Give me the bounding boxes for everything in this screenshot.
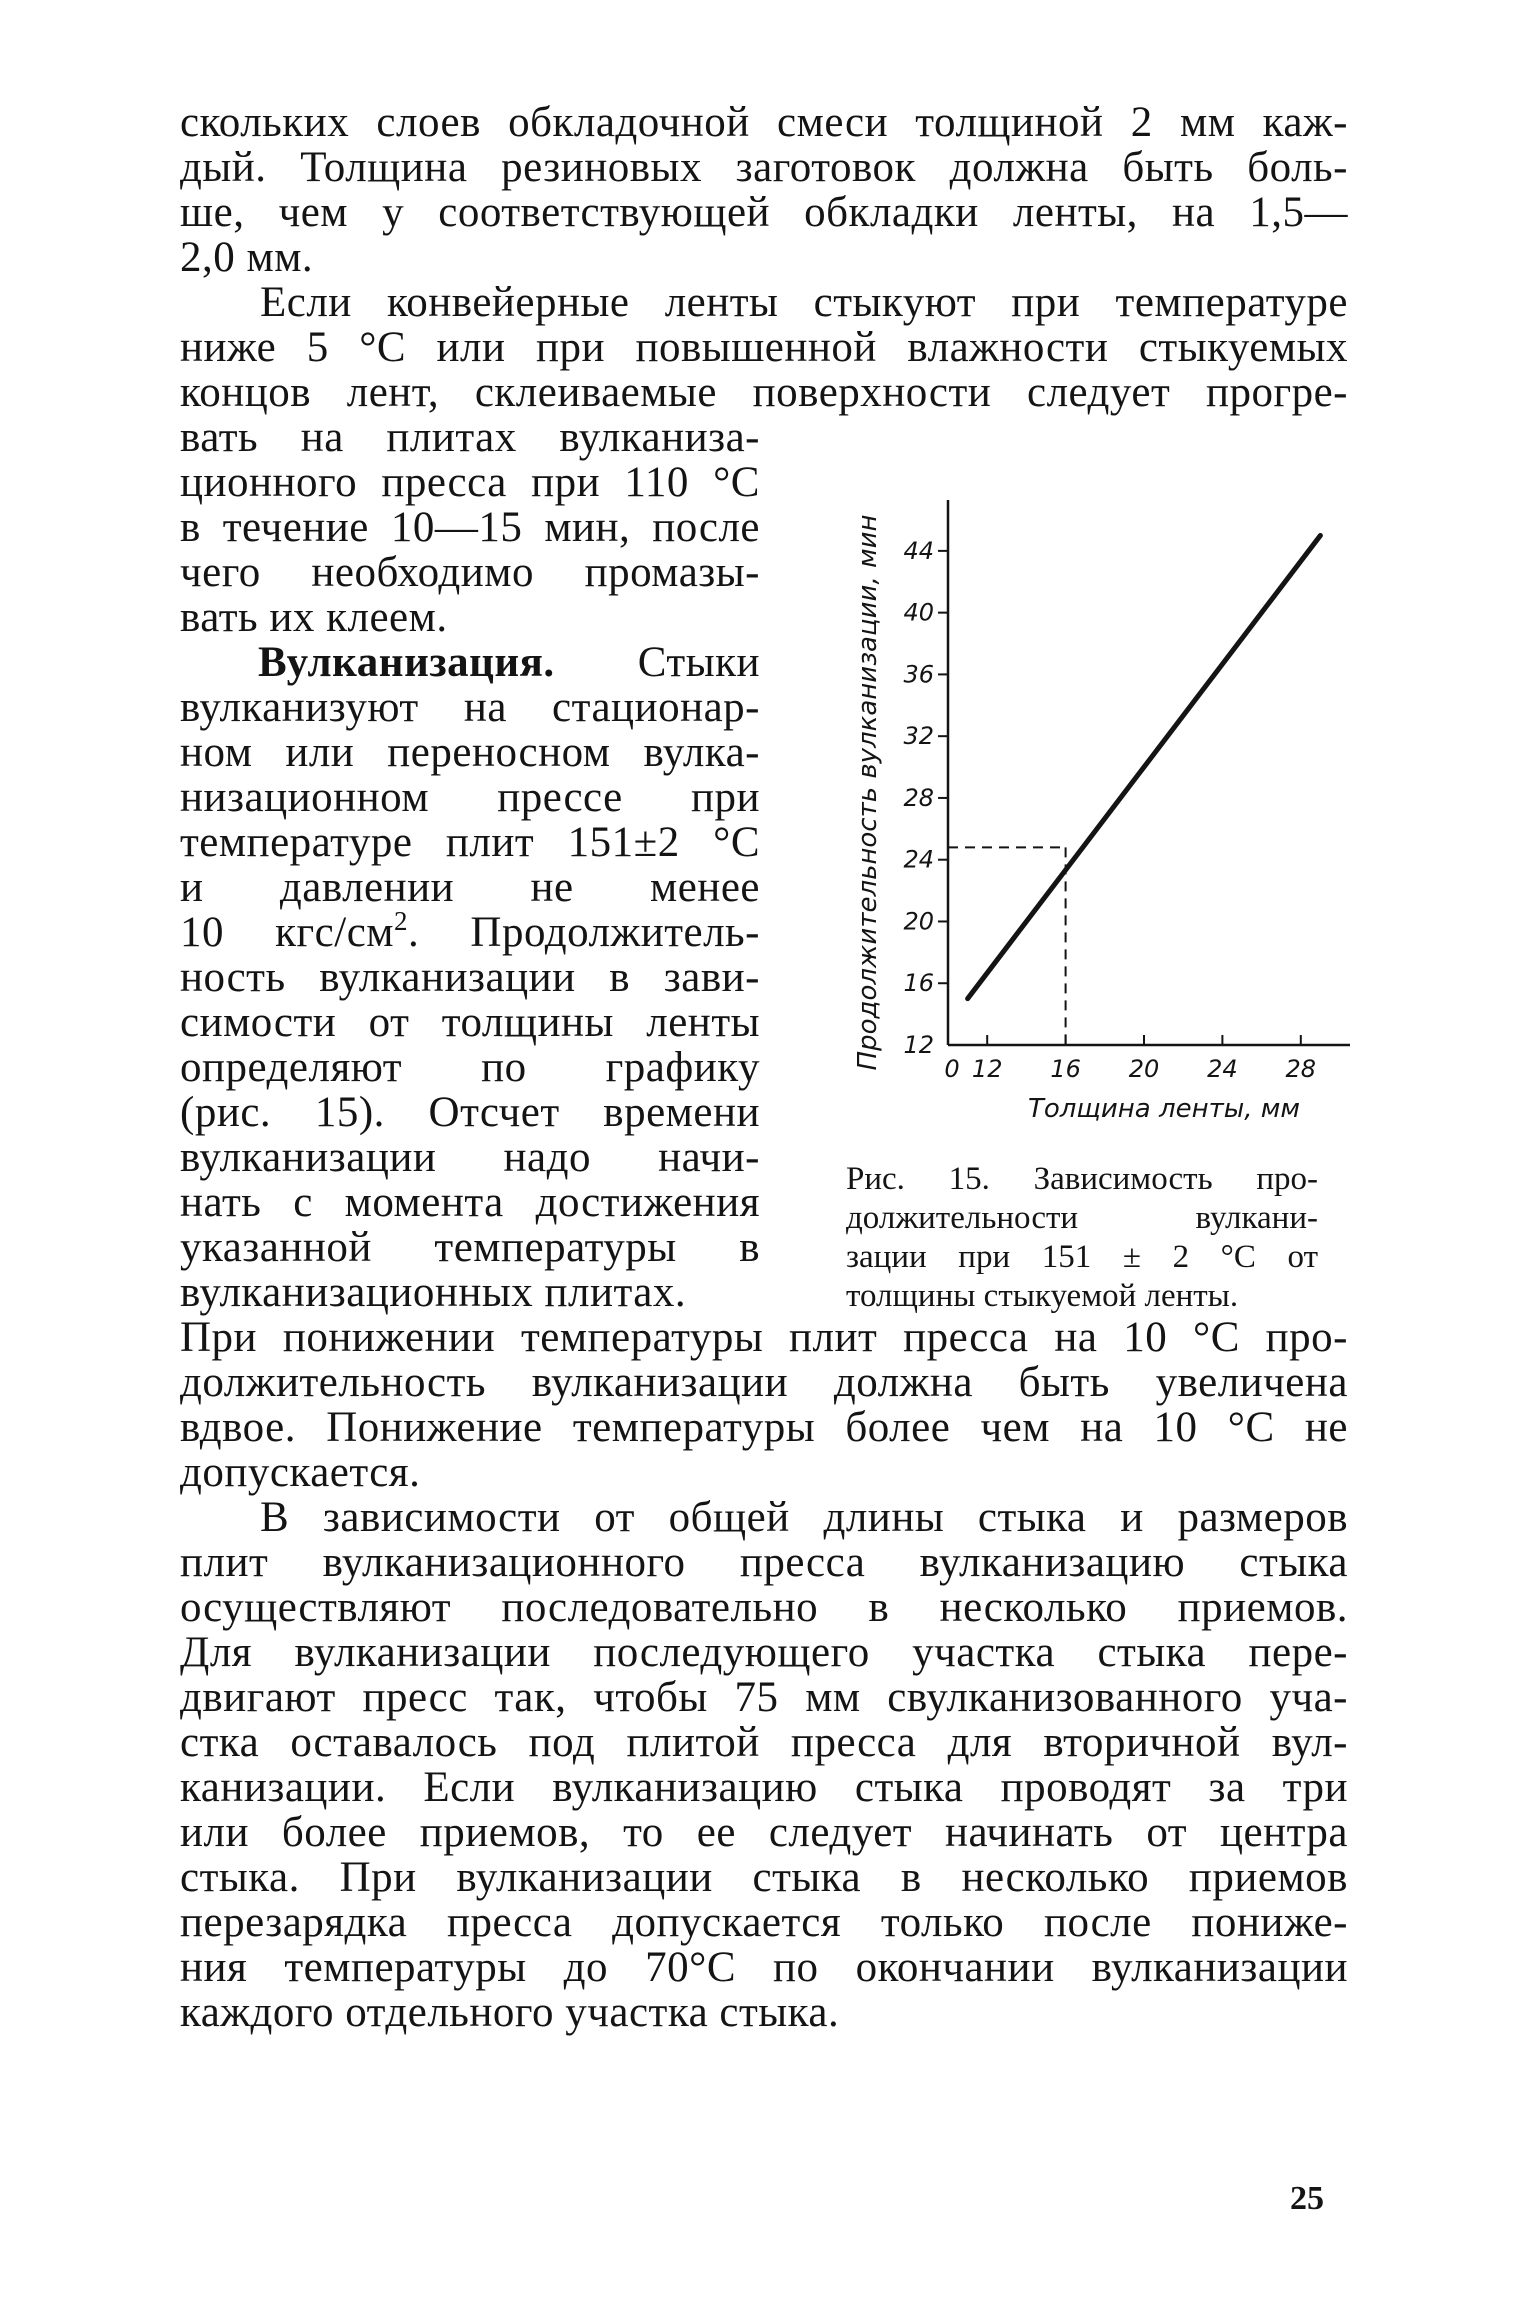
text-line: должительность вулканизации должна быть увеличена [180,1359,1348,1406]
y-tick-label: 32 [903,722,934,751]
text-line: температуре плит 151±2 °С [180,819,760,866]
text-line: вулканизации надо начи- [180,1134,760,1181]
text-line: вать их клеем. [180,594,448,641]
text-line: перезарядка пресса допускается только после пониже- [180,1899,1348,1946]
y-tick-label: 16 [903,969,934,998]
y-tick-label: 20 [903,907,934,936]
x-axis-title: Толщина ленты, мм [1027,1094,1301,1124]
text-line: низационном прессе при [180,774,760,821]
y-tick-label: 12 [903,1031,934,1059]
text-line: или более приемов, то ее следует начинать от центра [180,1809,1348,1856]
y-axis-title: Продолжительность вулканизации, мин [853,514,883,1071]
text-line: плит вулканизационного пресса вулканизацию стыка [180,1539,1348,1586]
text-line: (рис. 15). Отсчет времени [180,1089,760,1136]
page-number: 25 [1290,2180,1324,2217]
text-line: концов лент, склеиваемые поверхности следует прогре- [180,369,1348,416]
text-line: указанной температуры в [180,1224,760,1271]
text-line: вулканизуют на стационар- [180,684,760,731]
text-line: определяют по графику [180,1044,760,1091]
text-line: и давлении не менее [180,864,760,911]
x-tick-label: 12 [971,1055,1003,1083]
text-line: При понижении температуры плит пресса на 10 °С про- [180,1314,1348,1361]
text-line: Для вулканизации последующего участка стыка пере- [180,1629,1348,1676]
text-line: допускается. [180,1449,421,1496]
pressure-superscript: 2 [394,906,409,936]
text-line: чего необходимо промазы- [180,549,760,596]
text-line: вать на плитах вулканиза- [180,414,760,461]
pressure-value: 10 кгс/см [180,909,395,956]
section-heading: Вулканизация. [258,639,555,686]
figure-caption-line: должительности вулкани- [846,1200,1318,1236]
pressure-line [180,906,760,956]
text-line: в течение 10—15 мин, после [180,504,760,551]
pressure-tail: . Продолжитель- [408,909,760,956]
text-line: нать с момента достижения [180,1179,760,1226]
figure-caption-line: Рис. 15. Зависимость про- [846,1161,1318,1197]
section-heading-tail: Стыки [637,639,760,686]
figure-caption-line: толщины стыкуемой ленты. [846,1278,1239,1314]
y-tick-label: 24 [903,845,934,874]
text-line: канизации. Если вулканизацию стыка проводят за три [180,1764,1348,1811]
figure-caption-line: зации при 151 ± 2 °С от [846,1239,1318,1275]
text-line: Если конвейерные ленты стыкуют при температуре [260,279,1348,326]
x-tick-label: 20 [1128,1055,1160,1083]
text-line: вулканизационных плитах. [180,1269,687,1316]
y-tick-label: 36 [903,660,934,689]
y-tick-label: 40 [903,598,934,627]
text-line: стыка. При вулканизации стыка в несколько приемов [180,1854,1348,1901]
text-line: ниже 5 °С или при повышенной влажности стыкуемых [180,324,1348,371]
text-line: стка оставалось под плитой пресса для вторичной вул- [180,1719,1348,1766]
section-heading-line [258,640,760,686]
y-tick-label: 28 [903,783,934,812]
text-line: ше, чем у соответствующей обкладки ленты, на 1,5— [180,189,1348,236]
text-line: ном или переносном вулка- [180,729,760,776]
text-line: ционного пресса при 110 °С [180,459,760,506]
data-series-line [968,535,1321,998]
x-tick-label: 28 [1285,1055,1317,1083]
text-line: 2,0 мм. [180,234,314,281]
text-line: каждого отдельного участка стыка. [180,1989,840,2036]
x-tick-label: 24 [1207,1055,1238,1083]
text-line: ния температуры до 70°С по окончании вулканизации [180,1944,1348,1991]
text-line: двигают пресс так, чтобы 75 мм свулканизованного уча- [180,1674,1348,1721]
text-line: вдвое. Понижение температуры более чем на 10 °С не [180,1404,1348,1451]
text-line: симости от толщины ленты [180,999,760,1046]
vulcanization-chart [840,470,1360,1150]
text-line: В зависимости от общей длины стыка и размеров [260,1494,1348,1541]
y-tick-label: 44 [903,536,934,565]
x-tick-label: 16 [1050,1055,1081,1083]
text-line: ность вулканизации в зави- [180,954,760,1001]
text-line: скольких слоев обкладочной смеси толщиной 2 мм каж- [180,99,1348,146]
x-tick-label: 0 [944,1055,960,1083]
text-line: осуществляют последовательно в несколько приемов. [180,1584,1348,1631]
text-line: дый. Толщина резиновых заготовок должна быть боль- [180,144,1348,191]
